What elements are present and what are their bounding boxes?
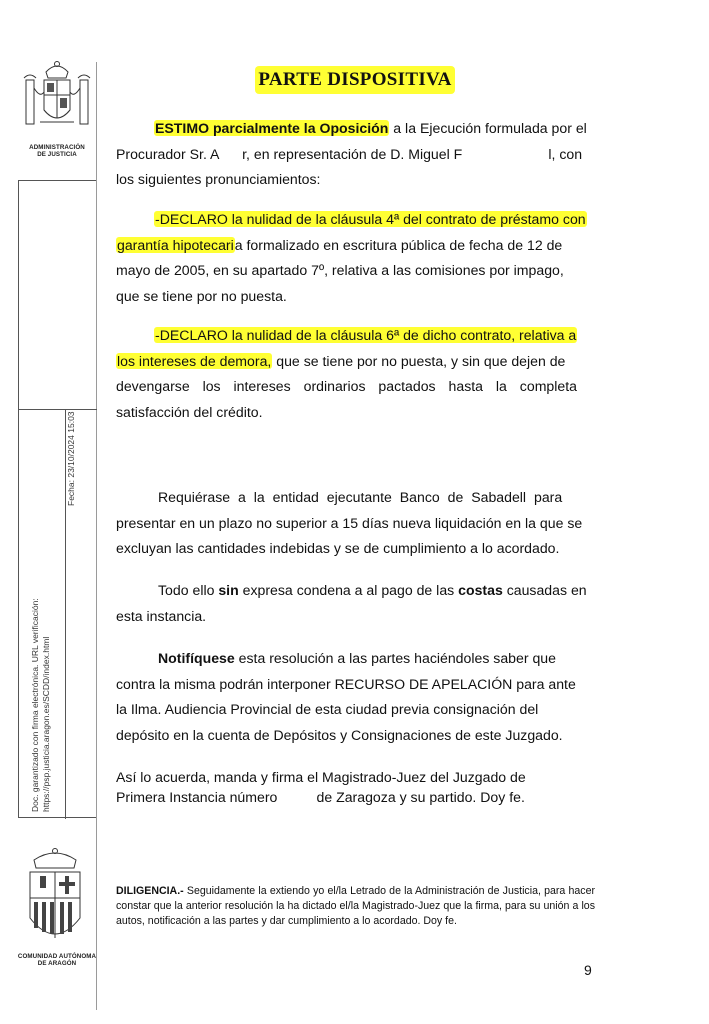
paragraph-clausula-6: [116, 323, 595, 425]
text-sin: sin: [218, 582, 239, 598]
fecha-text: Fecha: 23/10/2024 15:03: [66, 411, 76, 506]
diligencia-label: DILIGENCIA.-: [116, 885, 184, 897]
text-todo-ello: Todo ello: [158, 582, 219, 598]
diligencia-note: [116, 884, 595, 929]
page-title: PARTE DISPOSITIVA: [255, 66, 455, 94]
text-causadas: causadas en: [502, 582, 587, 598]
text-estimo-rest: a la Ejecución formulada por el: [389, 120, 587, 136]
closing-line1: Así lo acuerda, manda y firma el Magistrado-Juez del Juzgado de: [116, 769, 526, 785]
paragraph-costas: [116, 578, 595, 629]
highlight-clausula-4: -DECLARO la nulidad de la cláusula 4ª del contrato de préstamo con: [155, 211, 586, 227]
page-number: 9: [584, 962, 592, 978]
aragon-coat-of-arms-icon: [22, 846, 88, 950]
closing-statement: [116, 767, 526, 807]
text-audiencia: la Ilma. Audiencia Provincial de esta ciudad previa consignación del: [116, 701, 539, 718]
text-requierase: Requiérase a la entidad ejecutante Banco de Sabadell para: [158, 489, 563, 505]
diligencia-text: Seguidamente la extiendo yo el/la Letrado de la Administración de Justicia, para hacer constar que la anterior resolución la ha dictado el/la Magistrado-Juez que la firma, para su unión a los autos, notificación a las partes y dar cumplimiento a lo acordado. Doy fe.: [116, 885, 595, 927]
text-recurso-apelacion: contra la misma podrán interponer RECURSO DE APELACIÓN para ante: [116, 675, 576, 692]
text-devengarse: devengarse los intereses ordinarios pactados hasta la completa: [116, 378, 577, 395]
paragraph-notifiquese: [116, 646, 595, 748]
paragraph-requierase: [116, 485, 595, 562]
text-no-puesta-2: que se tiene por no puesta, y sin que dejen de: [272, 352, 566, 369]
paragraph-estimo: [116, 116, 595, 193]
text-condena: expresa condena a al pago de las: [238, 582, 459, 598]
highlight-estimo: ESTIMO parcialmente la Oposición: [155, 120, 389, 136]
bottom-logo-caption: [12, 953, 102, 967]
verification-box-divider: [19, 409, 97, 410]
text-excluyan: excluyan las cantidades indebidas y se de cumplimiento a lo acordado.: [116, 540, 560, 557]
bottom-logo-caption-line1: COMUNIDAD AUTÓNOMA: [17, 953, 97, 960]
closing-line2: Primera Instancia número de Zaragoza y su partido. Doy fe.: [116, 789, 525, 805]
highlight-clausula-6: -DECLARO la nulidad de la cláusula 6ª de dicho contrato, relativa a: [155, 327, 577, 343]
highlight-garantia: garantía hipotecari: [117, 236, 234, 253]
bottom-logo-caption-line2: DE ARAGÓN: [37, 960, 77, 967]
spanish-coat-of-arms-icon: [20, 58, 94, 142]
margin-rule: [96, 62, 97, 1010]
paragraph-clausula-4: [116, 207, 595, 309]
text-escritura: a formalizado en escritura pública de fecha de 12 de: [234, 236, 563, 253]
text-esta-instancia: esta instancia.: [116, 607, 207, 624]
text-deposito: depósito en la cuenta de Depósitos y Consignaciones de este Juzgado.: [116, 726, 563, 743]
verification-text: [30, 598, 52, 812]
text-resolucion: esta resolución a las partes haciéndoles saber que: [234, 650, 556, 666]
verification-line1: Doc. garantizado con firma electrónica. URL verificación:: [30, 598, 40, 812]
highlight-intereses-demora: los intereses de demora,: [117, 352, 272, 369]
top-logo-caption: [12, 144, 102, 158]
signature-date: [66, 411, 77, 506]
top-logo-caption-line2: DE JUSTICIA: [37, 151, 77, 158]
paragraph-estimo-line1: [116, 116, 595, 142]
text-satisfaccion: satisfacción del crédito.: [116, 403, 263, 420]
text-notifiquese: Notifíquese: [158, 650, 235, 666]
text-liquidacion: presentar en un plazo no superior a 15 días nueva liquidación en la que se: [116, 514, 583, 531]
text-costas: costas: [458, 582, 503, 598]
text-procurador: Procurador Sr. A r, en representación de D. Miguel F l, con: [116, 145, 583, 162]
text-no-puesta-1: que se tiene por no puesta.: [116, 287, 287, 304]
text-mayo-2005: mayo de 2005, en su apartado 7º, relativa a las comisiones por impago,: [116, 262, 564, 279]
text-pronunciamientos: los siguientes pronunciamientos:: [116, 171, 321, 188]
top-logo-caption-line1: ADMINISTRACIÓN: [29, 144, 85, 151]
verification-url[interactable]: https://psp.justicia.aragon.es/SCDD/index.html: [41, 636, 51, 812]
